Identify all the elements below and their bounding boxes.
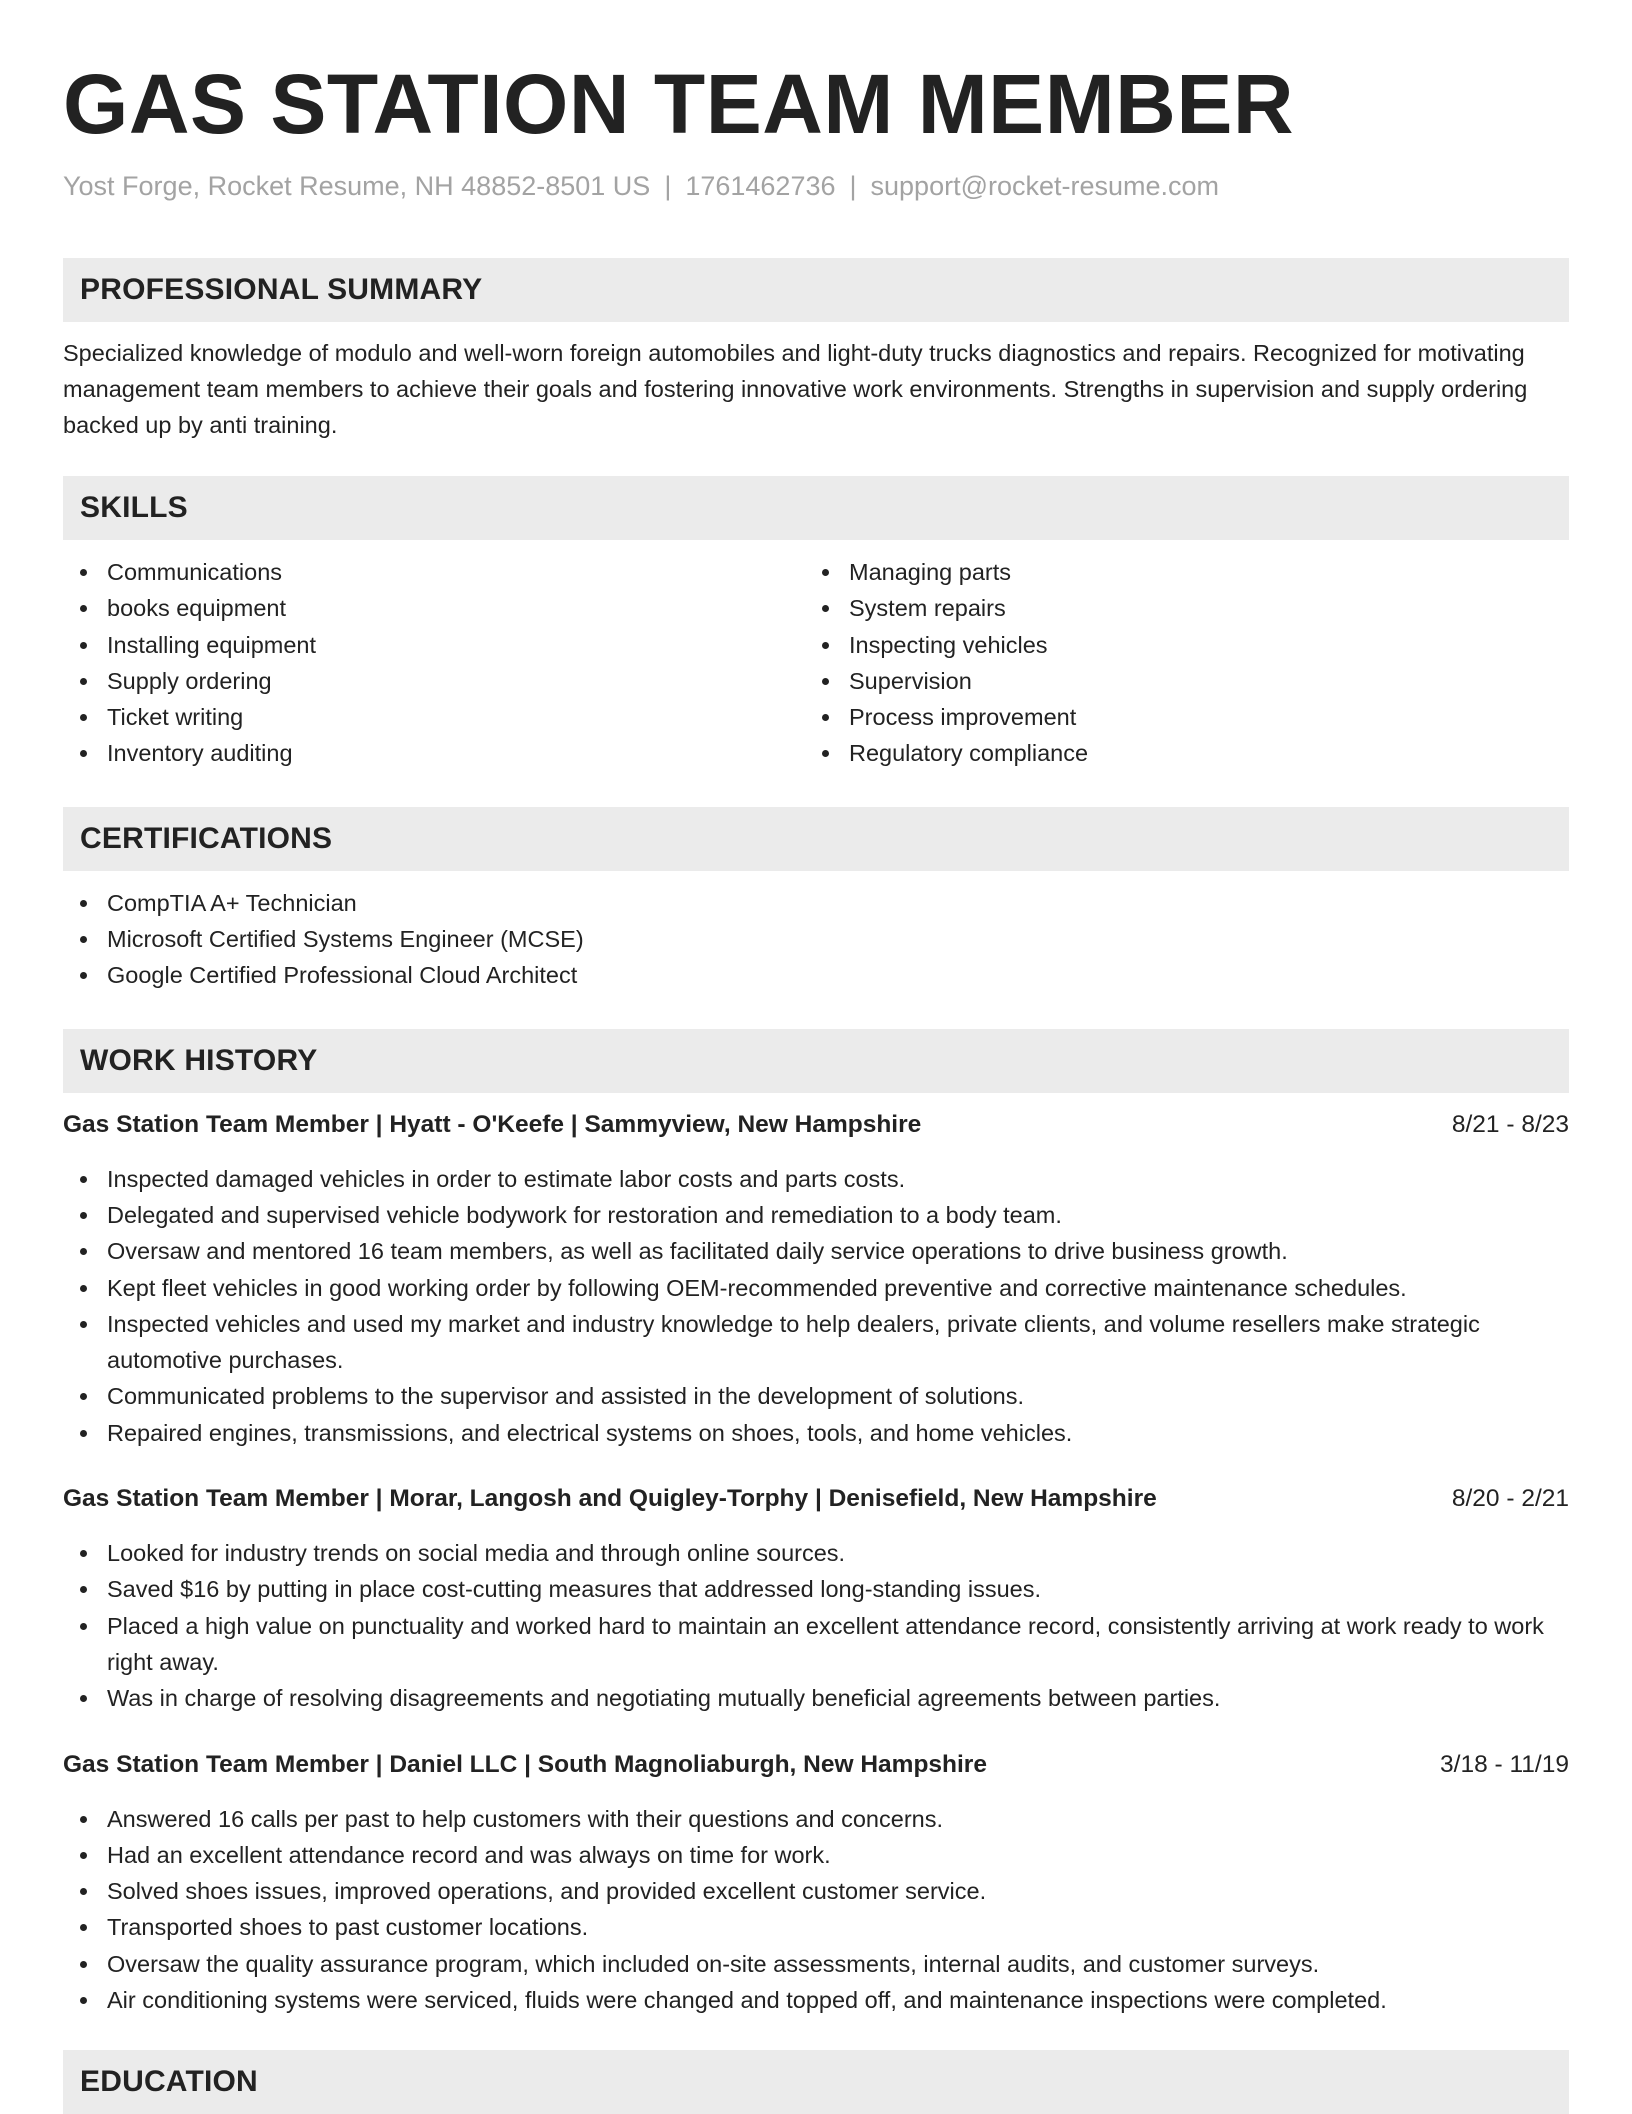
- job-header: [63, 1481, 1569, 1517]
- job-dates: 8/20 - 2/21: [1451, 1485, 1569, 1513]
- candidate-name: GAS STATION TEAM MEMBER: [63, 57, 1295, 151]
- skills-heading: SKILLS: [63, 476, 1569, 540]
- skill-item: Ticket writing: [63, 699, 805, 735]
- certification-item: Microsoft Certified Systems Engineer (MCSE): [63, 921, 1569, 957]
- contact-separator: |: [664, 171, 672, 201]
- job-bullet: Transported shoes to past customer locations.: [63, 1909, 1569, 1945]
- skill-item: Installing equipment: [63, 627, 805, 663]
- skill-item: Inspecting vehicles: [805, 627, 1547, 663]
- job-bullet: Looked for industry trends on social media and through online sources.: [63, 1535, 1569, 1571]
- job-bullet: Communicated problems to the supervisor and assisted in the development of solutions.: [63, 1378, 1569, 1414]
- job-bullets: [63, 1801, 1569, 2019]
- contact-email: support@rocket-resume.com: [870, 171, 1220, 201]
- job-bullet: Oversaw the quality assurance program, which included on-site assessments, internal audits, and customer surveys.: [63, 1946, 1569, 1982]
- summary-text: Specialized knowledge of modulo and well-worn foreign automobiles and light-duty trucks diagnostics and repairs. Recognized for motivating management team members to achieve their goals and fostering innovative work environments. Strengths in supervision and supply ordering backed up by anti training.: [63, 340, 1528, 438]
- job-title: Gas Station Team Member | Daniel LLC | South Magnoliaburgh, New Hampshire: [63, 1750, 987, 1778]
- summary-heading: PROFESSIONAL SUMMARY: [63, 258, 1569, 322]
- job-bullet: Saved $16 by putting in place cost-cutting measures that addressed long-standing issues.: [63, 1571, 1569, 1607]
- job-bullet: Answered 16 calls per past to help customers with their questions and concerns.: [63, 1801, 1569, 1837]
- skill-item: Supervision: [805, 663, 1547, 699]
- skill-item: Communications: [63, 554, 805, 590]
- job-entry: [63, 1107, 1569, 1451]
- job-dates: 8/21 - 8/23: [1451, 1110, 1569, 1138]
- job-bullets: [63, 1535, 1569, 1716]
- job-bullets: [63, 1161, 1569, 1451]
- education-heading: EDUCATION: [63, 2050, 1569, 2114]
- job-bullet: Inspected damaged vehicles in order to estimate labor costs and parts costs.: [63, 1161, 1569, 1197]
- skill-item: books equipment: [63, 590, 805, 626]
- skill-item: Inventory auditing: [63, 735, 805, 771]
- skill-item: Supply ordering: [63, 663, 805, 699]
- job-bullet: Placed a high value on punctuality and worked hard to maintain an excellent attendance record, consistently arriving at work ready to work right away.: [63, 1608, 1569, 1681]
- job-dates: 3/18 - 11/19: [1440, 1750, 1569, 1778]
- skills-list-right: [805, 554, 1547, 772]
- job-bullet: Inspected vehicles and used my market and industry knowledge to help dealers, private clients, and volume resellers make strategic automotive purchases.: [63, 1306, 1569, 1379]
- contact-phone: 1761462736: [685, 171, 836, 201]
- contact-address: Yost Forge, Rocket Resume, NH 48852-8501 US: [63, 171, 651, 201]
- skill-item: Managing parts: [805, 554, 1547, 590]
- job-bullet: Oversaw and mentored 16 team members, as well as facilitated daily service operations to drive business growth.: [63, 1233, 1569, 1269]
- job-entry: [63, 1481, 1569, 1716]
- job-header: [63, 1747, 1569, 1783]
- job-bullet: Had an excellent attendance record and was always on time for work.: [63, 1837, 1569, 1873]
- job-bullet: Was in charge of resolving disagreements and negotiating mutually beneficial agreements between parties.: [63, 1680, 1569, 1716]
- skills-grid: [63, 554, 1569, 772]
- job-bullet: Air conditioning systems were serviced, fluids were changed and topped off, and maintenance inspections were completed.: [63, 1982, 1569, 2018]
- contact-line: [63, 168, 1569, 204]
- job-title: Gas Station Team Member | Morar, Langosh and Quigley-Torphy | Denisefield, New Hampshire: [63, 1485, 1157, 1513]
- work-history-heading: WORK HISTORY: [63, 1029, 1569, 1093]
- certification-item: CompTIA A+ Technician: [63, 885, 1569, 921]
- certifications-list: [63, 885, 1569, 994]
- skill-item: System repairs: [805, 590, 1547, 626]
- skill-item: Process improvement: [805, 699, 1547, 735]
- skill-item: Regulatory compliance: [805, 735, 1547, 771]
- certifications-heading: CERTIFICATIONS: [63, 807, 1569, 871]
- job-entry: [63, 1747, 1569, 2019]
- job-bullet: Repaired engines, transmissions, and electrical systems on shoes, tools, and home vehicles.: [63, 1415, 1569, 1451]
- job-bullet: Kept fleet vehicles in good working order by following OEM-recommended preventive and corrective maintenance schedules.: [63, 1270, 1569, 1306]
- job-header: [63, 1107, 1569, 1143]
- job-title: Gas Station Team Member | Hyatt - O'Keefe | Sammyview, New Hampshire: [63, 1110, 922, 1138]
- skills-list-left: [63, 554, 805, 772]
- certification-item: Google Certified Professional Cloud Architect: [63, 957, 1569, 993]
- contact-separator: |: [849, 171, 857, 201]
- job-bullet: Solved shoes issues, improved operations, and provided excellent customer service.: [63, 1873, 1569, 1909]
- job-bullet: Delegated and supervised vehicle bodywork for restoration and remediation to a body team.: [63, 1197, 1569, 1233]
